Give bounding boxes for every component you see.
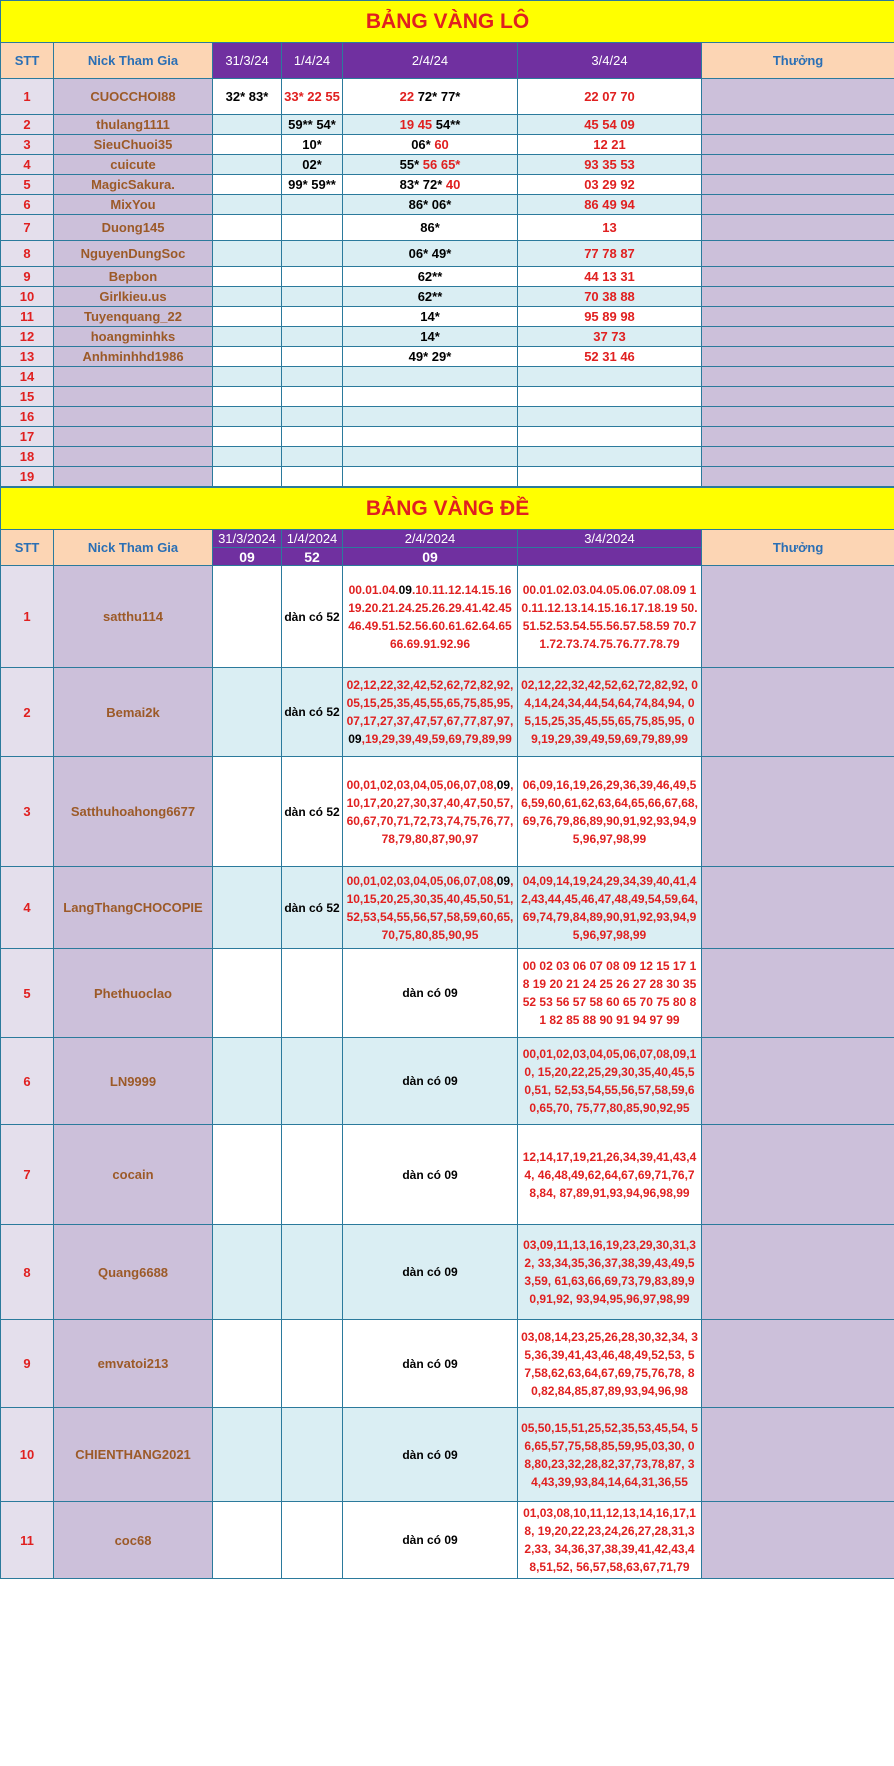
lo-day-3 — [343, 287, 518, 307]
lo-nick — [54, 407, 213, 427]
lo-prize — [702, 467, 894, 487]
lo-prize — [702, 327, 894, 347]
lo-nick — [54, 467, 213, 487]
lo-day-3-hit: 19 45 — [399, 117, 436, 132]
lo-prize — [702, 155, 894, 175]
lo-row — [1, 79, 894, 115]
lo-day-2 — [282, 347, 343, 367]
lo-prize — [702, 241, 894, 267]
de-day-2 — [282, 1502, 343, 1579]
lo-prize — [702, 175, 894, 195]
lo-day-3-miss: 14* — [420, 329, 440, 344]
lo-day-3-miss: 86* — [420, 220, 440, 235]
de-day-4: 03,08,14,23,25,26,28,30,32,34, 35,36,39,41,43,46,48,49,52,53, 57,58,62,63,64,67,69,75,76,78, 80,82,84,85,87,89,93,94,96,98 — [518, 1320, 702, 1408]
lo-day-2 — [282, 307, 343, 327]
de-day-3-hit: 09 — [348, 732, 362, 746]
lo-day-2-miss: 10* — [302, 137, 322, 152]
de-day-2: dàn có 52 — [282, 566, 343, 668]
lo-day-1 — [213, 155, 282, 175]
lo-day-2 — [282, 427, 343, 447]
de-day-4: 05,50,15,51,25,52,35,53,45,54, 56,65,57,75,58,85,59,95,03,30, 08,80,23,32,28,82,37,73,78,87, 34,43,39,93,84,14,64,31,36,55 — [518, 1408, 702, 1502]
de-special-2: 52 — [282, 548, 343, 566]
de-stt: 2 — [1, 668, 54, 757]
de-day-4: 03,09,11,13,16,19,23,29,30,31,32, 33,34,35,36,37,38,39,43,49,53,59, 61,63,66,69,73,79,83,89,90,91,92, 93,94,95,96,97,98,99 — [518, 1225, 702, 1320]
de-day-1 — [213, 1320, 282, 1408]
lo-day-4: 37 73 — [518, 327, 702, 347]
de-day-3 — [343, 757, 518, 867]
de-prize — [702, 757, 894, 867]
de-day-3-post: ,10,17,20,27,30,37,40,47,50,57,60,67,70,71,72,73,74,75,76,77,78,79,80,87,90,97 — [346, 777, 514, 846]
lo-day-3-miss: 72* 77* — [417, 89, 461, 104]
lo-day-3 — [343, 115, 518, 135]
de-day-1 — [213, 1125, 282, 1225]
lo-day-2 — [282, 79, 343, 115]
de-day-4: 00 02 03 06 07 08 09 12 15 17 18 19 20 21 24 25 26 27 28 30 35 52 53 56 57 58 60 65 70 75 80 81 82 85 88 90 91 94 97 99 — [518, 949, 702, 1038]
de-nick: Satthuhoahong6677 — [54, 757, 213, 867]
lo-nick: MixYou — [54, 195, 213, 215]
lo-prize — [702, 215, 894, 241]
de-day-3: dàn có 09 — [343, 1038, 518, 1125]
lo-day-1 — [213, 447, 282, 467]
de-day-3: dàn có 09 — [343, 1502, 518, 1579]
de-day-3: dàn có 09 — [343, 1408, 518, 1502]
de-day-3: dàn có 09 — [343, 1225, 518, 1320]
de-special-3: 09 — [343, 548, 518, 566]
lo-nick: cuicute — [54, 155, 213, 175]
de-day-2 — [282, 949, 343, 1038]
de-header-stt: STT — [1, 530, 54, 566]
de-day-2 — [282, 1408, 343, 1502]
lo-prize — [702, 447, 894, 467]
lo-day-4 — [518, 427, 702, 447]
de-row — [1, 757, 894, 867]
de-day-1 — [213, 757, 282, 867]
de-day-3-pre: 00,01,02,03,04,05,06,07,08, — [346, 873, 497, 888]
lo-day-4 — [518, 387, 702, 407]
lo-header-date-3: 2/4/24 — [343, 43, 518, 79]
de-day-1 — [213, 1225, 282, 1320]
de-day-2 — [282, 1225, 343, 1320]
lo-day-3-miss: 06* 49* — [408, 246, 452, 261]
de-day-3-pre: 00.01.04. — [348, 582, 399, 597]
lo-header-date-1: 31/3/24 — [213, 43, 282, 79]
de-row — [1, 949, 894, 1038]
lo-stt: 8 — [1, 241, 54, 267]
de-stt: 4 — [1, 867, 54, 949]
lo-day-1 — [213, 367, 282, 387]
de-day-2: dàn có 52 — [282, 757, 343, 867]
de-header-nick: Nick Tham Gia — [54, 530, 213, 566]
lo-day-4: 22 07 70 — [518, 79, 702, 115]
de-day-3 — [343, 668, 518, 757]
lo-nick: SieuChuoi35 — [54, 135, 213, 155]
lo-day-2 — [282, 447, 343, 467]
de-header-date-2: 1/4/2024 — [282, 530, 343, 548]
lo-nick — [54, 367, 213, 387]
lo-row — [1, 241, 894, 267]
lo-day-2 — [282, 327, 343, 347]
lo-day-4: 13 — [518, 215, 702, 241]
lo-header-date-4: 3/4/24 — [518, 43, 702, 79]
de-nick: Quang6688 — [54, 1225, 213, 1320]
lo-day-1 — [213, 467, 282, 487]
lo-day-4 — [518, 407, 702, 427]
de-day-1 — [213, 1502, 282, 1579]
lo-nick: NguyenDungSoc — [54, 241, 213, 267]
de-day-2: dàn có 52 — [282, 668, 343, 757]
de-prize — [702, 1408, 894, 1502]
de-prize — [702, 1502, 894, 1579]
lo-day-4: 77 78 87 — [518, 241, 702, 267]
lo-row — [1, 347, 894, 367]
lo-stt: 17 — [1, 427, 54, 447]
lo-day-2-miss: 59** 54* — [288, 117, 336, 132]
lo-prize — [702, 195, 894, 215]
lo-nick: Anhminhhd1986 — [54, 347, 213, 367]
lo-prize — [702, 287, 894, 307]
lo-stt: 15 — [1, 387, 54, 407]
lo-day-4 — [518, 447, 702, 467]
lo-nick: Girlkieu.us — [54, 287, 213, 307]
lo-prize — [702, 267, 894, 287]
lo-day-4: 86 49 94 — [518, 195, 702, 215]
lo-day-3-tail: 60 — [434, 137, 449, 152]
lo-day-2 — [282, 135, 343, 155]
lo-stt: 5 — [1, 175, 54, 195]
de-row — [1, 1320, 894, 1408]
lo-prize — [702, 427, 894, 447]
de-day-3-hit: 09 — [496, 777, 511, 792]
de-day-4: 01,03,08,10,11,12,13,14,16,17,18, 19,20,22,23,24,26,27,28,31,32,33, 34,36,37,38,39,41,42,43,48,51,52, 56,57,58,63,67,71,79 — [518, 1502, 702, 1579]
lo-day-1 — [213, 241, 282, 267]
de-day-3: dàn có 09 — [343, 1125, 518, 1225]
lo-day-3 — [343, 447, 518, 467]
de-day-3: dàn có 09 — [343, 1320, 518, 1408]
de-header-date-4: 3/4/2024 — [518, 530, 702, 548]
de-row — [1, 1408, 894, 1502]
lo-stt: 7 — [1, 215, 54, 241]
lo-day-4: 52 31 46 — [518, 347, 702, 367]
lo-day-4 — [518, 367, 702, 387]
lo-day-3-miss: 86* 06* — [408, 197, 452, 212]
lo-row — [1, 307, 894, 327]
lo-day-1 — [213, 407, 282, 427]
de-row — [1, 1038, 894, 1125]
de-day-2 — [282, 1320, 343, 1408]
de-prize — [702, 1320, 894, 1408]
lo-day-3 — [343, 79, 518, 115]
lo-day-2 — [282, 267, 343, 287]
de-day-3-pre: 02,12,22,32,42,52,62,72,82,92, 05,15,25,35,45,55,65,75,85,95, 07,17,27,37,47,57,67,77,87,97, — [346, 678, 514, 728]
lo-row — [1, 467, 894, 487]
lo-prize — [702, 407, 894, 427]
lo-row — [1, 267, 894, 287]
de-nick: cocain — [54, 1125, 213, 1225]
de-nick: LN9999 — [54, 1038, 213, 1125]
lo-stt: 3 — [1, 135, 54, 155]
lo-day-3 — [343, 267, 518, 287]
lo-day-2 — [282, 195, 343, 215]
de-stt: 10 — [1, 1408, 54, 1502]
lo-day-3-tail: 56 65* — [422, 157, 461, 172]
de-stt: 1 — [1, 566, 54, 668]
lo-nick: thulang1111 — [54, 115, 213, 135]
lo-day-2 — [282, 467, 343, 487]
lo-day-4: 44 13 31 — [518, 267, 702, 287]
lo-nick: MagicSakura. — [54, 175, 213, 195]
lo-prize — [702, 307, 894, 327]
lo-stt: 18 — [1, 447, 54, 467]
lo-day-1 — [213, 175, 282, 195]
lo-title: BẢNG VÀNG LÔ — [1, 1, 894, 43]
lo-header-stt: STT — [1, 43, 54, 79]
lo-day-3 — [343, 175, 518, 195]
lo-prize — [702, 115, 894, 135]
lo-day-3-hit: 22 — [399, 89, 418, 104]
de-prize — [702, 1225, 894, 1320]
lo-day-3 — [343, 307, 518, 327]
lo-day-3-miss: 54** — [435, 117, 461, 132]
de-row — [1, 1502, 894, 1579]
lo-day-2-miss: 99* 59** — [288, 177, 336, 192]
de-stt: 11 — [1, 1502, 54, 1579]
lo-day-1 — [213, 327, 282, 347]
de-row — [1, 1125, 894, 1225]
lo-row — [1, 387, 894, 407]
lo-day-1 — [213, 427, 282, 447]
lo-day-3 — [343, 347, 518, 367]
lo-day-3 — [343, 155, 518, 175]
de-day-3-hit: 09 — [398, 582, 412, 597]
lo-stt: 14 — [1, 367, 54, 387]
lo-day-4: 03 29 92 — [518, 175, 702, 195]
lo-prize — [702, 347, 894, 367]
lo-day-3-miss: 62** — [417, 269, 443, 284]
lo-day-4: 70 38 88 — [518, 287, 702, 307]
de-day-3-pre: 00,01,02,03,04,05,06,07,08, — [346, 777, 497, 792]
lo-row — [1, 407, 894, 427]
lo-row — [1, 155, 894, 175]
lo-day-2-miss: 02* — [302, 157, 322, 172]
lo-day-3-miss: 55* — [399, 157, 423, 172]
lo-stt: 4 — [1, 155, 54, 175]
lo-header-prize: Thưởng — [702, 43, 894, 79]
lo-day-4: 93 35 53 — [518, 155, 702, 175]
lo-day-3-miss: 83* 72* — [399, 177, 446, 192]
lo-row — [1, 327, 894, 347]
de-nick: Phethuoclao — [54, 949, 213, 1038]
de-row — [1, 867, 894, 949]
lo-day-4: 95 89 98 — [518, 307, 702, 327]
lo-row — [1, 447, 894, 467]
lo-day-1 — [213, 215, 282, 241]
de-day-1 — [213, 1038, 282, 1125]
lo-day-2 — [282, 387, 343, 407]
lo-day-1 — [213, 195, 282, 215]
lo-stt: 10 — [1, 287, 54, 307]
lo-day-2 — [282, 115, 343, 135]
de-nick: coc68 — [54, 1502, 213, 1579]
de-day-4: 02,12,22,32,42,52,62,72,82,92, 04,14,24,34,44,54,64,74,84,94, 05,15,25,35,45,55,65,75,85,95, 09,19,29,39,49,59,69,79,89,99 — [518, 668, 702, 757]
de-day-1 — [213, 949, 282, 1038]
lo-day-3-miss: 62** — [417, 289, 443, 304]
lo-day-2 — [282, 175, 343, 195]
lo-row — [1, 195, 894, 215]
lo-day-1 — [213, 347, 282, 367]
de-header-date-1: 31/3/2024 — [213, 530, 282, 548]
lo-stt: 2 — [1, 115, 54, 135]
lo-day-2 — [282, 155, 343, 175]
lo-day-1 — [213, 287, 282, 307]
lo-nick: hoangminhks — [54, 327, 213, 347]
lo-stt: 13 — [1, 347, 54, 367]
de-table — [0, 487, 894, 1579]
de-day-3 — [343, 566, 518, 668]
lo-row — [1, 215, 894, 241]
lo-day-4: 12 21 — [518, 135, 702, 155]
de-day-1 — [213, 1408, 282, 1502]
de-day-2 — [282, 1125, 343, 1225]
de-prize — [702, 1038, 894, 1125]
lo-day-2 — [282, 287, 343, 307]
lo-day-1 — [213, 135, 282, 155]
lo-day-3 — [343, 427, 518, 447]
de-day-4: 12,14,17,19,21,26,34,39,41,43,44, 46,48,49,62,64,67,69,71,76,78,84, 87,89,91,93,94,96,98,99 — [518, 1125, 702, 1225]
de-title: BẢNG VÀNG ĐỀ — [1, 488, 894, 530]
de-prize — [702, 668, 894, 757]
lo-nick — [54, 427, 213, 447]
lo-day-1 — [213, 387, 282, 407]
lo-day-3 — [343, 467, 518, 487]
lo-day-3 — [343, 407, 518, 427]
lo-row — [1, 287, 894, 307]
lo-day-2 — [282, 367, 343, 387]
de-special-1: 09 — [213, 548, 282, 566]
lo-day-2-hit: 33* 22 55 — [284, 89, 340, 104]
lo-day-3 — [343, 367, 518, 387]
lo-day-2 — [282, 215, 343, 241]
de-row — [1, 668, 894, 757]
de-row — [1, 1225, 894, 1320]
lo-prize — [702, 135, 894, 155]
lo-day-3 — [343, 135, 518, 155]
de-nick: LangThangCHOCOPIE — [54, 867, 213, 949]
lo-day-2 — [282, 407, 343, 427]
de-header-prize: Thưởng — [702, 530, 894, 566]
lo-nick: CUOCCHOI88 — [54, 79, 213, 115]
lo-nick: Duong145 — [54, 215, 213, 241]
de-prize — [702, 1125, 894, 1225]
de-nick: Bemai2k — [54, 668, 213, 757]
lo-day-4 — [518, 467, 702, 487]
lo-day-2 — [282, 241, 343, 267]
de-special-4 — [518, 548, 702, 566]
de-day-3-hit: 09 — [496, 873, 511, 888]
de-day-4: 00,01,02,03,04,05,06,07,08,09,10, 15,20,22,25,29,30,35,40,45,50,51, 52,53,54,55,56,57,58,59,60,65,70, 75,77,80,85,90,92,95 — [518, 1038, 702, 1125]
lo-nick: Tuyenquang_22 — [54, 307, 213, 327]
lo-day-3-miss: 14* — [420, 309, 440, 324]
de-prize — [702, 949, 894, 1038]
de-stt: 8 — [1, 1225, 54, 1320]
lo-stt: 12 — [1, 327, 54, 347]
de-day-1 — [213, 867, 282, 949]
lo-row — [1, 427, 894, 447]
de-row — [1, 566, 894, 668]
lo-header-date-2: 1/4/24 — [282, 43, 343, 79]
de-day-3: dàn có 09 — [343, 949, 518, 1038]
lo-prize — [702, 79, 894, 115]
de-day-2 — [282, 1038, 343, 1125]
lo-day-3-miss: 49* 29* — [408, 349, 452, 364]
de-day-3 — [343, 867, 518, 949]
lo-day-4: 45 54 09 — [518, 115, 702, 135]
de-prize — [702, 867, 894, 949]
lo-day-1 — [213, 115, 282, 135]
de-day-1 — [213, 668, 282, 757]
lo-stt: 9 — [1, 267, 54, 287]
de-day-4: 04,09,14,19,24,29,34,39,40,41,42,43,44,45,46,47,48,49,54,59,64,69,74,79,84,89,90,91,92,93,94,95,96,97,98,99 — [518, 867, 702, 949]
lo-stt: 1 — [1, 79, 54, 115]
lo-row — [1, 175, 894, 195]
lo-day-3 — [343, 241, 518, 267]
lo-row — [1, 135, 894, 155]
lo-day-3 — [343, 215, 518, 241]
lo-prize — [702, 387, 894, 407]
de-stt: 6 — [1, 1038, 54, 1125]
de-day-3-post: ,19,29,39,49,59,69,79,89,99 — [361, 732, 512, 746]
de-header-date-3: 2/4/2024 — [343, 530, 518, 548]
de-stt: 5 — [1, 949, 54, 1038]
lo-nick — [54, 387, 213, 407]
lo-stt: 11 — [1, 307, 54, 327]
de-nick: CHIENTHANG2021 — [54, 1408, 213, 1502]
lo-prize — [702, 367, 894, 387]
lo-day-3 — [343, 195, 518, 215]
lo-header-nick: Nick Tham Gia — [54, 43, 213, 79]
de-prize — [702, 566, 894, 668]
lo-day-3-miss: 06* — [411, 137, 435, 152]
lo-row — [1, 367, 894, 387]
de-stt: 9 — [1, 1320, 54, 1408]
lo-nick: Bepbon — [54, 267, 213, 287]
de-nick: emvatoi213 — [54, 1320, 213, 1408]
lo-day-3 — [343, 387, 518, 407]
lo-day-1 — [213, 267, 282, 287]
de-nick: satthu114 — [54, 566, 213, 668]
de-stt: 3 — [1, 757, 54, 867]
de-day-4: 00.01.02.03.04.05.06.07.08.09 10.11.12.13.14.15.16.17.18.19 50.51.52.53.54.55.56.57.58.59 70.71.72.73.74.75.76.77.78.79 — [518, 566, 702, 668]
de-day-1 — [213, 566, 282, 668]
lo-day-3-tail: 40 — [445, 177, 461, 192]
de-day-3-post: .10.11.12.14.15.16 19.20.21.24.25.26.29.41.42.45 46.49.51.52.56.60.61.62.64.65 66.69.91.92.96 — [348, 582, 512, 651]
lo-stt: 16 — [1, 407, 54, 427]
lo-row — [1, 115, 894, 135]
lo-stt: 6 — [1, 195, 54, 215]
lo-day-1: 32* 83* — [213, 79, 282, 115]
de-day-3-post: ,10,15,20,25,30,35,40,45,50,51,52,53,54,55,56,57,58,59,60,65,70,75,80,85,90,95 — [346, 873, 514, 942]
lo-nick — [54, 447, 213, 467]
de-day-2: dàn có 52 — [282, 867, 343, 949]
lo-day-1 — [213, 307, 282, 327]
lo-stt: 19 — [1, 467, 54, 487]
de-stt: 7 — [1, 1125, 54, 1225]
de-day-4: 06,09,16,19,26,29,36,39,46,49,56,59,60,61,62,63,64,65,66,67,68,69,76,79,86,89,90,91,92,93,94,95,96,97,98,99 — [518, 757, 702, 867]
lo-table — [0, 0, 894, 487]
lo-day-3 — [343, 327, 518, 347]
